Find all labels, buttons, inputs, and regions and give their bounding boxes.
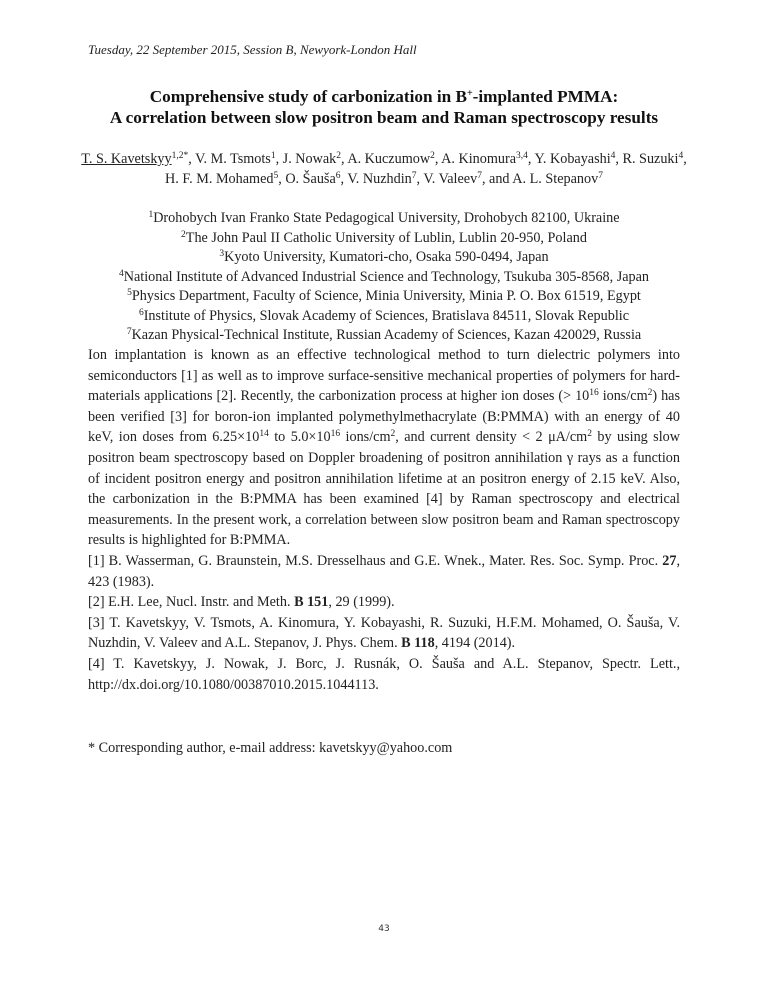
author-affiliation-mark: 7 bbox=[598, 170, 603, 181]
affiliation-number: 6 bbox=[138, 307, 144, 318]
affiliation-number: 1 bbox=[148, 210, 154, 220]
author-affiliation-mark: 1 bbox=[270, 151, 276, 161]
author bbox=[285, 171, 340, 187]
abstract-paragraph: Ion implantation is known as an effective technological method to turn dielectric polymers into semiconductors [1] as well as to improve surface-sensitive mechanical properties of polymers for hard-materials applications [2]. Recently, the carbonization process at higher ion doses (> $10^{16}$ ions/$cm^2$) has been verified [3] for boron-ion implanted polymethylmethacrylate (B:PMMA) with an energy of 40 keV, ion doses from $6.25\times 10^{14}$ to $5.0\times 10^{16}$ ions/$cm^2$, and current density < 2 $\mu A/cm^2$ by using slow positron beam spectroscopy based on Doppler broadening of positron annihilation γ rays as a function of incident positron energy and positron annihilation lifetime at an positron energy of 2.15 keV. Also, the carbonization in the B:PMMA has been examined [4] by Raman spectroscopy and electrical measurements. In the present work, a correlation between slow positron beam and Raman spectroscopy results is highlighted for B:PMMA. bbox=[88, 347, 680, 549]
affiliation bbox=[60, 287, 708, 307]
author-name: R. Suzuki bbox=[622, 151, 679, 167]
affiliation bbox=[60, 307, 708, 327]
author bbox=[165, 171, 278, 187]
author-affiliation-mark: 1,2* bbox=[171, 151, 189, 161]
reference-volume: 27 bbox=[662, 552, 677, 569]
affiliation-text: Institute of Physics, Slovak Academy of Sciences, Bratislava 84511, Slovak Republic bbox=[143, 307, 630, 324]
affiliation-number: 7 bbox=[126, 327, 132, 337]
author-name: T. S. Kavetskyy bbox=[81, 151, 172, 167]
author-affiliation-mark: 6 bbox=[335, 170, 341, 181]
reference-volume: B 151 bbox=[294, 594, 329, 611]
affiliation bbox=[60, 248, 708, 268]
author-list: T. S. Kavetskyy$^{1,2*}$, V. M. Tsmots$^1$, J. Nowak$^2$, A. Kuczumow$^2$, A. Kinomura$^{3,4}$, Y. Kobayashi$^4$, R. Suzuki$^4$, H. F. M. Mohamed$^5$, O. Šauša$^6$, V. Nuzhdin$^7$, V. Valeev$^7$, and A. L. Stepanov$^7$ bbox=[81, 151, 687, 187]
affiliation-number: 2 bbox=[181, 229, 186, 240]
author bbox=[512, 171, 603, 187]
author-affiliation-mark: 4 bbox=[610, 151, 616, 161]
affiliation bbox=[60, 209, 708, 229]
author-name: A. L. Stepanov bbox=[512, 170, 599, 187]
author bbox=[347, 171, 416, 187]
paper-title bbox=[60, 86, 708, 128]
author bbox=[283, 151, 341, 167]
author-name: J. Nowak bbox=[282, 151, 337, 167]
affiliation-number: 5 bbox=[127, 288, 132, 298]
affiliation-list bbox=[60, 209, 708, 346]
reference: [4] T. Kavetskyy, J. Nowak, J. Borc, J. Rusnák, O. Šauša and A.L. Stepanov, Spectr. Lett., http://dx.doi.org/10.1080/00387010.2015.1044113. bbox=[88, 655, 680, 693]
affiliation-text: Kazan Physical-Technical Institute, Russian Academy of Sciences, Kazan 420029, Russia bbox=[131, 327, 642, 343]
author bbox=[623, 151, 684, 167]
author-affiliation-mark: 7 bbox=[477, 170, 482, 181]
author bbox=[441, 151, 528, 167]
author-affiliation-mark: 2 bbox=[430, 151, 435, 161]
author-affiliation-mark: 3,4 bbox=[516, 151, 528, 161]
author bbox=[347, 151, 435, 167]
author-name: V. Nuzhdin bbox=[347, 170, 412, 187]
author bbox=[195, 151, 276, 167]
title-line-2: A correlation between slow positron beam and Raman spectroscopy results bbox=[109, 108, 659, 127]
author-affiliation-mark: 7 bbox=[411, 170, 417, 181]
affiliation-text: National Institute of Advanced Industrial Science and Technology, Tsukuba 305-8568, Japan bbox=[123, 268, 650, 285]
affiliation-text: The John Paul II Catholic University of Lublin, Lublin 20-950, Poland bbox=[185, 229, 587, 246]
author-affiliation-mark: 2 bbox=[336, 151, 342, 161]
abstract-body bbox=[88, 345, 680, 695]
author-name: A. Kinomura bbox=[441, 151, 517, 167]
author-name: H. F. M. Mohamed bbox=[165, 170, 274, 187]
reference: [1] B. Wasserman, G. Braunstein, M.S. Dresselhaus and G.E. Wnek., Mater. Res. Soc. Symp. Proc. 27, 423 (1983). bbox=[88, 552, 680, 590]
author-affiliation-mark: 4 bbox=[678, 151, 684, 161]
reference: [3] T. Kavetskyy, V. Tsmots, A. Kinomura, Y. Kobayashi, R. Suzuki, H.F.M. Mohamed, O. Šauša, V. Nuzhdin, V. Valeev and A.L. Stepanov, J. Phys. Chem. B 118, 4194 (2014). bbox=[88, 614, 680, 652]
author bbox=[423, 171, 482, 187]
affiliation-text: Kyoto University, Kumatori-cho, Osaka 590-0494, Japan bbox=[224, 249, 549, 265]
affiliation-text: Physics Department, Faculty of Science, Minia University, Minia P. O. Box 61519, Egypt bbox=[131, 288, 641, 304]
affiliation bbox=[60, 229, 708, 249]
affiliation bbox=[60, 268, 708, 288]
reference-list bbox=[88, 551, 680, 695]
author-name: A. Kuczumow bbox=[347, 151, 431, 167]
affiliation-number: 3 bbox=[219, 249, 225, 259]
author-name: Y. Kobayashi bbox=[534, 151, 611, 167]
title-line-1: Comprehensive study of carbonization in B+-implanted PMMA: bbox=[149, 87, 619, 106]
corresponding-author-note: * Corresponding author, e-mail address: kavetskyy@yahoo.com bbox=[88, 740, 453, 756]
reference-volume: B 118 bbox=[401, 635, 435, 652]
author-name: V. M. Tsmots bbox=[195, 151, 271, 167]
author-name: V. Valeev bbox=[423, 170, 478, 187]
author bbox=[81, 151, 188, 167]
affiliation-number: 4 bbox=[118, 268, 124, 279]
author bbox=[534, 151, 615, 167]
author-affiliation-mark: 5 bbox=[273, 170, 279, 181]
affiliation-text: Drohobych Ivan Franko State Pedagogical University, Drohobych 82100, Ukraine bbox=[153, 210, 620, 226]
author-name: O. Šauša bbox=[285, 170, 336, 187]
affiliation bbox=[60, 326, 708, 346]
session-header: Tuesday, 22 September 2015, Session B, Newyork-London Hall bbox=[88, 42, 417, 57]
page-number: 43 bbox=[378, 924, 390, 934]
reference: [2] E.H. Lee, Nucl. Instr. and Meth. B 151, 29 (1999). bbox=[88, 594, 395, 611]
